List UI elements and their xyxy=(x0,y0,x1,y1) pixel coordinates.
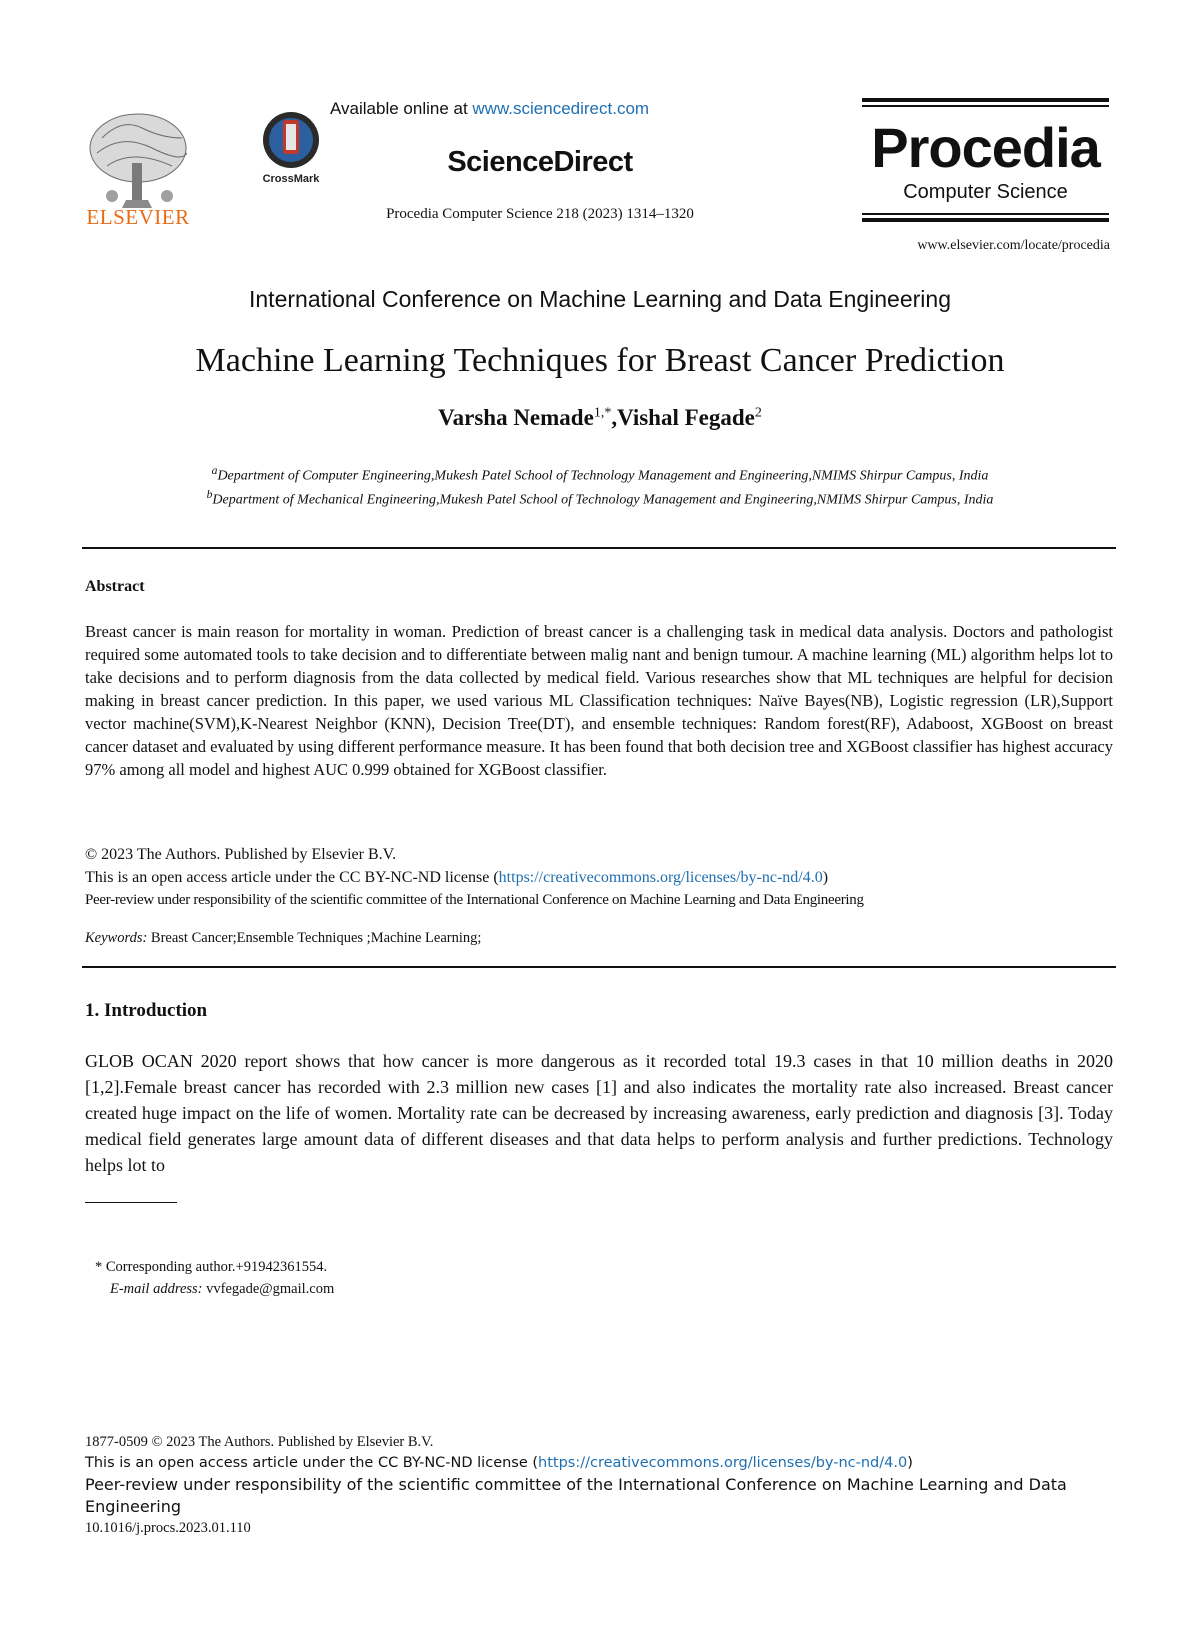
crossmark-label: CrossMark xyxy=(262,173,320,185)
peer-review-line: Peer-review under responsibility of the scientific committee of the International Conference on Machine Learning and Data Engineering xyxy=(85,892,864,908)
license-prefix: This is an open access article under the CC BY-NC-ND license ( xyxy=(85,869,499,886)
footer-license-link[interactable]: https://creativecommons.org/licenses/by-nc-nd/4.0 xyxy=(538,1455,908,1471)
author-list xyxy=(0,405,1200,431)
affiliation-b-text: Department of Mechanical Engineering,Mukesh Patel School of Technology Management and Engineering,NMIMS Shirpur Campus, India xyxy=(212,492,994,508)
elsevier-locate-url[interactable]: www.elsevier.com/locate/procedia xyxy=(917,238,1110,253)
affiliation-a-marker: a xyxy=(211,464,218,477)
affiliation-b xyxy=(60,488,1140,509)
footer-issn: 1877-0509 © 2023 The Authors. Published by Elsevier B.V. xyxy=(85,1434,434,1450)
sciencedirect-title: ScienceDirect xyxy=(447,146,633,178)
footer-license-suffix: ) xyxy=(907,1455,913,1471)
footer-license xyxy=(85,1453,1115,1474)
divider-top xyxy=(82,547,1116,549)
footer-doi[interactable]: 10.1016/j.procs.2023.01.110 xyxy=(85,1520,251,1536)
sciencedirect-link[interactable]: www.sciencedirect.com xyxy=(472,99,650,118)
email-note xyxy=(110,1281,334,1298)
divider-bottom xyxy=(82,966,1116,968)
masthead-rule-top xyxy=(862,98,1109,102)
paper-title: Machine Learning Techniques for Breast Cancer Prediction xyxy=(195,342,1005,379)
footer-peer-review: Peer-review under responsibility of the scientific committee of the International Conference on Machine Learning and Data Engineering xyxy=(85,1475,1067,1516)
available-online-line xyxy=(330,99,880,119)
procedia-masthead xyxy=(862,98,1109,222)
email-address[interactable]: vvfegade@gmail.com xyxy=(202,1281,335,1297)
masthead-rule-bottom xyxy=(862,218,1109,222)
journal-reference: Procedia Computer Science 218 (2023) 1314–1320 xyxy=(386,206,694,222)
procedia-subtitle: Computer Science xyxy=(903,181,1068,203)
footer-license-prefix: This is an open access article under the CC BY-NC-ND license ( xyxy=(85,1455,539,1471)
section-heading-introduction: 1. Introduction xyxy=(85,1000,208,1021)
procedia-title: Procedia xyxy=(871,116,1100,179)
masthead-rule-bottom-thin xyxy=(862,213,1109,215)
author-2-marker: 2 xyxy=(754,405,762,421)
masthead-rule-top-thin xyxy=(862,105,1109,107)
copyright-line: © 2023 The Authors. Published by Elsevier B.V. xyxy=(85,846,397,863)
license-suffix: ) xyxy=(822,869,829,886)
conference-name: International Conference on Machine Learning and Data Engineering xyxy=(249,286,951,312)
keywords-line xyxy=(85,930,1115,947)
abstract-heading: Abstract xyxy=(85,578,145,595)
license-line xyxy=(85,866,1115,889)
abstract-copyright-block xyxy=(85,843,1115,912)
elsevier-wordmark: ELSEVIER xyxy=(86,205,190,229)
available-prefix: Available online at xyxy=(330,99,473,118)
corresponding-author-note: * Corresponding author.+91942361554. xyxy=(95,1259,328,1275)
abstract-body: Breast cancer is main reason for mortality in woman. Prediction of breast cancer is a challenging task in medical data analysis. Doctors and pathologist required some automated tools to take decision and to differentiate between malig nant and benign tumour. A machine learning (ML) algorithm helps lot to take decisions and to perform diagnosis from the data collected by medical field. Various researches show that ML techniques are helpful for decision making in breast cancer prediction. In this paper, we used various ML Classification techniques: Naïve Bayes(NB), Logistic regression (LR),Support vector machine(SVM),K-Nearest Neighbor (KNN), Decision Tree(DT), and ensemble techniques: Random forest(RF), Adaboost, XGBoost on breast cancer dataset and evaluated by using different performance measure. It has been found that both decision tree and XGBoost classifier has highest accuracy 97% among all model and highest AUC 0.999 obtained for XGBoost classifier. xyxy=(85,622,1113,779)
affiliation-a xyxy=(60,464,1140,485)
keywords-label: Keywords: xyxy=(85,930,148,946)
footnote-rule xyxy=(85,1202,177,1203)
license-link[interactable]: https://creativecommons.org/licenses/by-nc-nd/4.0 xyxy=(498,869,823,886)
author-1-marker: 1,* xyxy=(593,405,612,421)
introduction-body: GLOB OCAN 2020 report shows that how cancer is more dangerous as it recorded total 19.3 cases in that 10 million deaths in 2020 [1,2].Female breast cancer has recorded with 2.3 million new cases [1] and also indicates the mortality rate also increased. Breast cancer created huge impact on the life of women. Mortality rate can be decreased by increasing awareness, early prediction and diagnosis [3]. Today medical field generates large amount data of different diseases and that data helps to perform analysis and further predictions. Technology helps lot to xyxy=(85,1051,1113,1175)
keywords-list: Breast Cancer;Ensemble Techniques ;Machine Learning; xyxy=(147,930,482,946)
crossmark-icon[interactable] xyxy=(255,108,327,186)
email-label: E-mail address: xyxy=(110,1281,203,1297)
author-1: Varsha Nemade xyxy=(438,405,594,430)
author-separator: , xyxy=(611,405,618,430)
page-footer xyxy=(85,1432,1115,1539)
affiliation-b-marker: b xyxy=(206,488,213,501)
author-2: Vishal Fegade xyxy=(617,405,755,430)
affiliation-a-text: Department of Computer Engineering,Mukesh Patel School of Technology Management and Engineering,NMIMS Shirpur Campus, India xyxy=(217,468,989,484)
